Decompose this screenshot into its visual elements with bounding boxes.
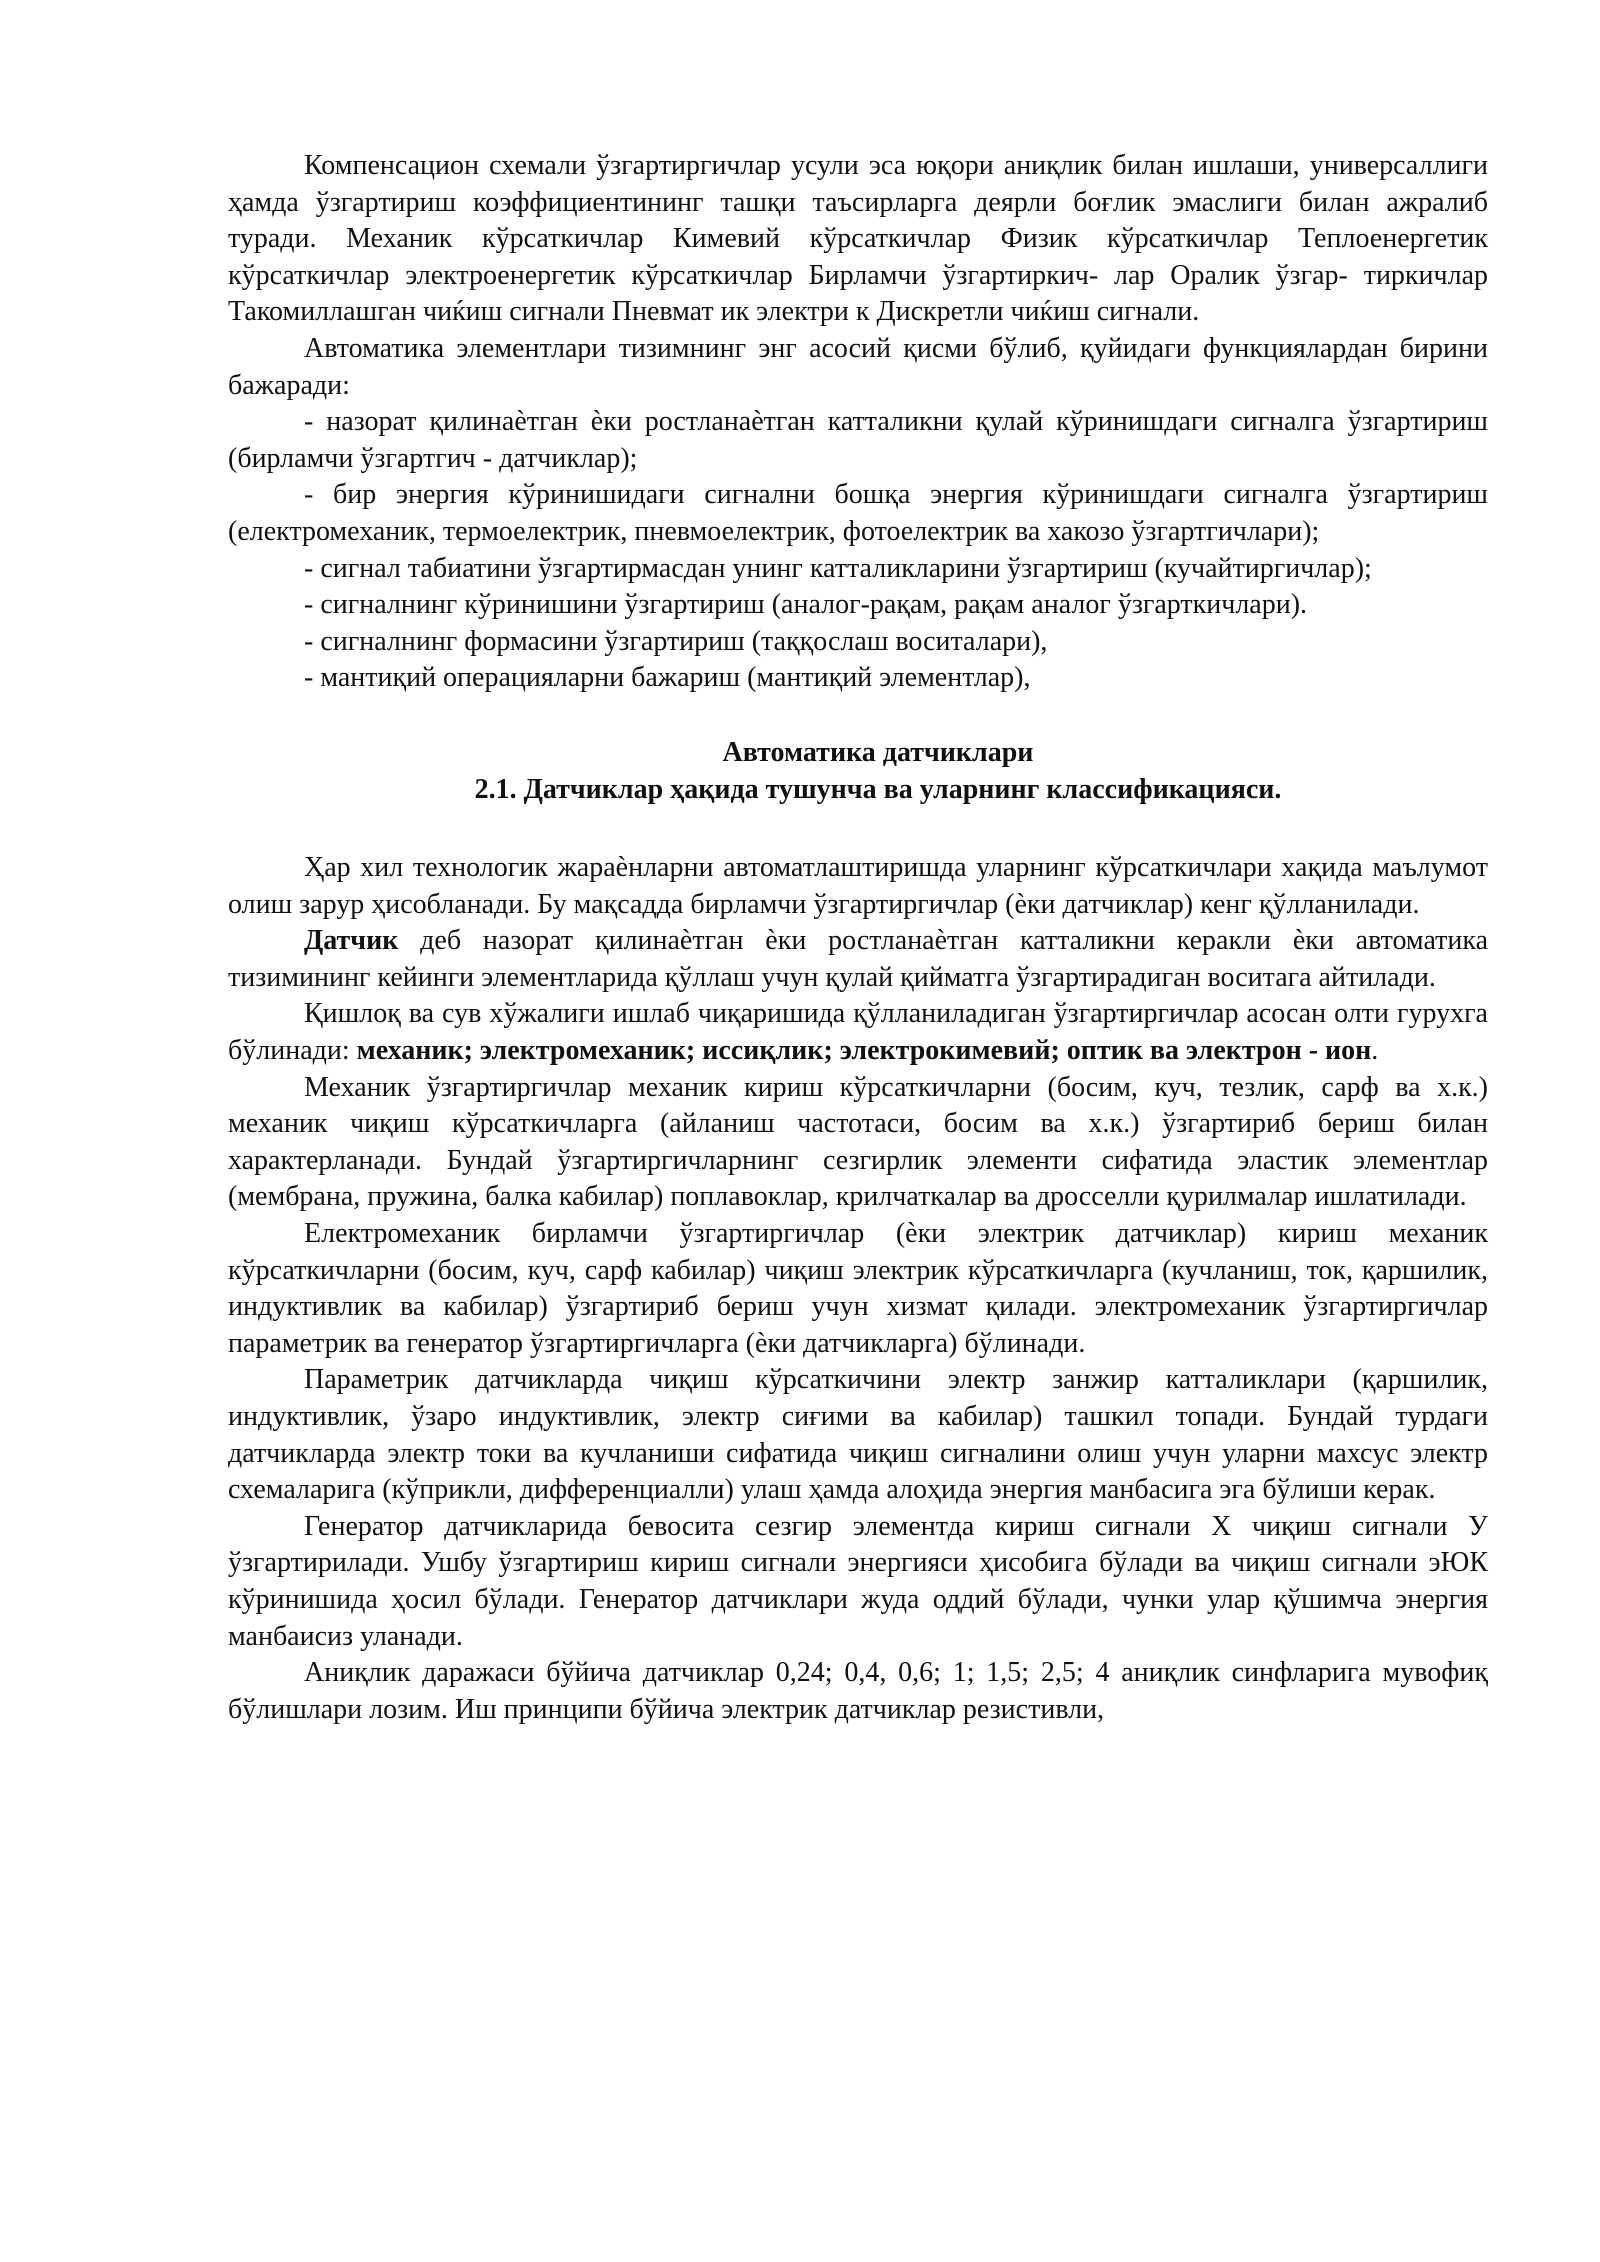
body-paragraph-1: Ҳар хил технологик жараѐнларни автоматлаштиришда уларнинг кўрсаткичлари хақида маълумот олиш зарур ҳисобланади. Бу мақсадда бирламчи ўзгартиргичлар (ѐки датчиклар) кенг қўлланилади. bbox=[228, 852, 1488, 920]
intro-paragraph-2: Автоматика элементлари тизимнинг энг асосий қисми бўлиб, қуйидаги функциялардан бирини бажаради: bbox=[228, 332, 1488, 401]
groups-paragraph bbox=[228, 996, 1488, 1069]
list-item: - назорат қилинаѐтган ѐки ростланаѐтган катталикни қулай кўринишдаги сигналга ўзгартириш (бирламчи ўзгартгич - датчиклар); bbox=[228, 406, 1488, 474]
body-paragraph-mechanical: Механик ўзгартиргичлар механик кириш кўрсаткичларни (босим, куч, тезлик, сарф ва х.к.) механик чиқиш кўрсаткичларга (айланиш частотаси, босим ва х.к.) ўзгартириб бериш билан характерланади. Бундай ўзгартиргичларнинг сезгирлик элементи сифатида эластик элементлар (мембрана, пружина, балка кабилар) поплавоклар, крилчаткалар ва дросселли қурилмалар ишлатилади. bbox=[228, 1071, 1488, 1213]
body-paragraph-electromechanical: Електромеханик бирламчи ўзгартиргичлар (ѐки электрик датчиклар) кириш механик кўрсаткичларни (босим, куч, сарф кабилар) чиқиш электрик кўрсаткичларга (кучланиш, ток, қаршилик, индуктивлик ва кабилар) ўзгартириб бериш учун хизмат қилади. электромеханик ўзгартиргичлар параметрик ва генератор ўзгартиргичларга (ѐки датчикларга) бўлинади. bbox=[228, 1218, 1488, 1359]
intro-paragraph-1: Компенсацион схемали ўзгартиргичлар усули эса юқори аниқлик билан ишлаши, универсаллиги ҳамда ўзгартириш коэффициентининг ташқи таъсирларга деярли боғлик эмаслиги билан ажралиб туради. Механик кўрсаткичлар Кимевий кўрсаткичлар Физик кўрсаткичлар Теплоенергетик кўрсаткичлар электроенергетик кўрсаткичлар Бирламчи ўзгартиркич- лар Оралик ўзгар- тиркичлар Такомиллашган чиќиш сигнали Пневмат ик электри к Дискретли чиќиш сигнали. bbox=[228, 150, 1488, 328]
list-item: - мантиқий операцияларни бажариш (мантиқий элементлар), bbox=[304, 662, 1031, 694]
list-item: - сигнал табиатини ўзгартирмасдан унинг катталикларини ўзгартириш (кучайтиргичлар); bbox=[304, 552, 1372, 584]
definition-paragraph bbox=[228, 923, 1488, 996]
body-paragraph-generator: Генератор датчикларида бевосита сезгир элементда кириш сигнали Х чиқиш сигнали У ўзгартирилади. Ушбу ўзгартириш кириш сигнали энергияси ҳисобига бўлади ва чиқиш сигнали эЮК кўринишида ҳосил бўлади. Генератор датчиклари жуда оддий бўлади, чунки улар қўшимча энергия манбаисиз уланади. bbox=[228, 1510, 1488, 1652]
groups-list: механик; электромеханик; иссиқлик; электрокимевий; оптик ва электрон - ион bbox=[356, 1035, 1372, 1067]
groups-end: . bbox=[1371, 1035, 1379, 1067]
body-paragraph-accuracy: Аниқлик даражаси бўйича датчиклар 0,24; 0,4, 0,6; 1; 1,5; 2,5; 4 аниқлик синфларига мувофиқ бўлишлари лозим. Иш принципи бўйича электрик датчиклар резистивли, bbox=[228, 1657, 1488, 1725]
term-sensor: Датчик bbox=[304, 925, 399, 957]
list-item: - сигналнинг формасини ўзгартириш (таққослаш воситалари), bbox=[304, 625, 1048, 657]
section-title: Автоматика датчиклари bbox=[722, 736, 1034, 768]
spacer bbox=[228, 808, 1488, 850]
section-subtitle: 2.1. Датчиклар ҳақида тушунча ва уларнинг классификацияси. bbox=[474, 773, 1282, 805]
groups-intro: Қишлоқ ва сув хўжалиги ишлаб чиқаришида қўлланиладиган ўзгартиргичлар асосан олти гурухга бўлинади: bbox=[228, 998, 1488, 1067]
list-item: - бир энергия кўринишидаги сигнални бошқа энергия кўринишдаги сигналга ўзгартириш (електромеханик, термоелектрик, пневмоелектрик, фотоелектрик ва хакозо ўзгартгичлари); bbox=[228, 479, 1488, 547]
list-item: - сигналнинг кўринишини ўзгартириш (аналог-рақам, рақам аналог ўзгарткичлари). bbox=[304, 589, 1308, 621]
spacer bbox=[228, 697, 1488, 735]
definition-text: деб назорат қилинаѐтган ѐки ростланаѐтган катталикни керакли ѐки автоматика тизимининг кейинги элементларида қўллаш учун қулай қийматга ўзгартирадиган воситага айтилади. bbox=[228, 925, 1488, 993]
body-paragraph-parametric: Параметрик датчикларда чиқиш кўрсаткичини электр занжир катталиклари (қаршилик, индуктивлик, ўзаро индуктивлик, электр сиғими ва кабилар) ташкил топади. Бундай турдаги датчикларда электр токи ва кучланиши сифатида чиқиш сигналини олиш учун уларни махсус электр схемаларига (кўприкли, дифференциалли) улаш ҳамда алоҳида энергия манбасига эга бўлиши керак. bbox=[228, 1364, 1488, 1506]
